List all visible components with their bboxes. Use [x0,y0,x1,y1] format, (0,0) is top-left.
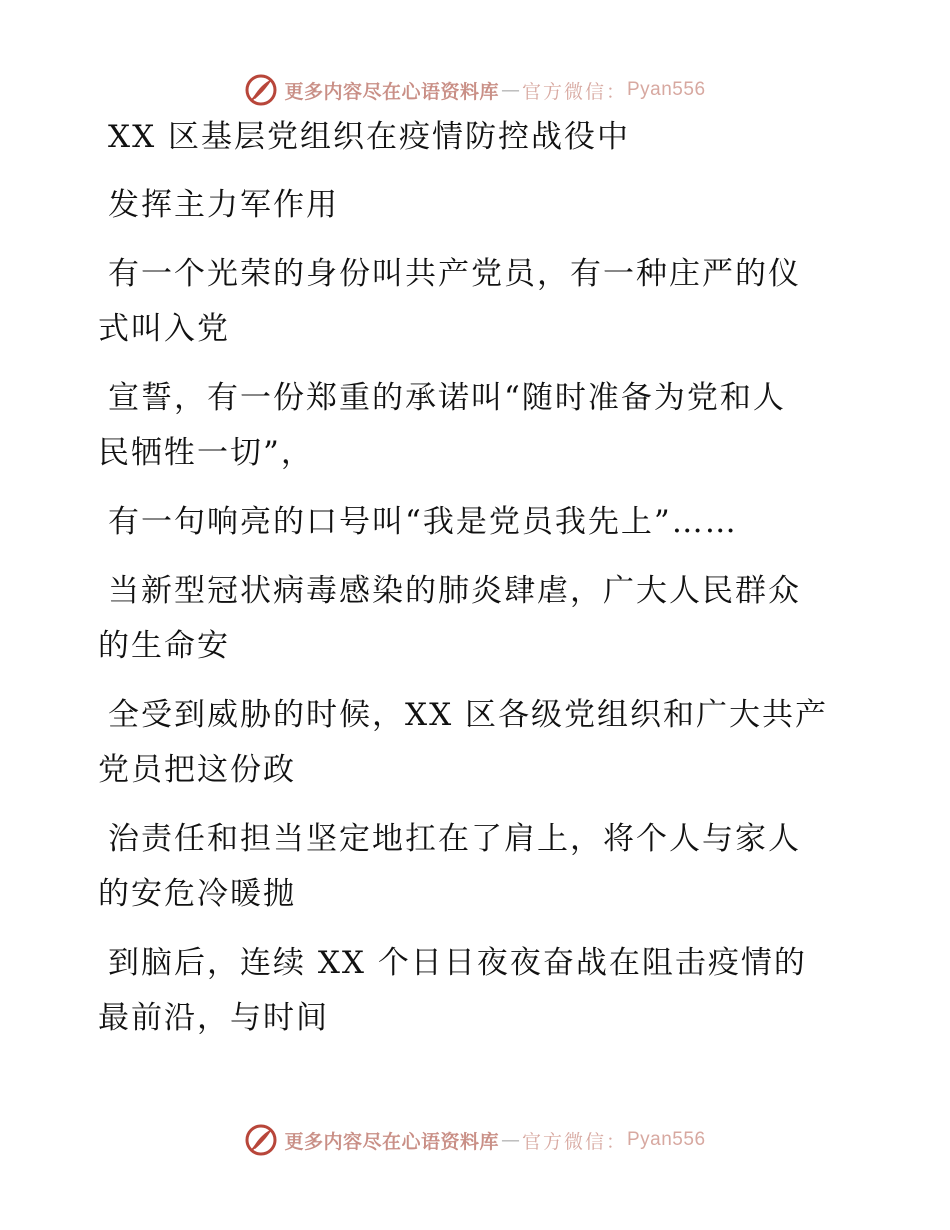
paragraph-5-line-2: 党员把这份政 [98,752,296,788]
paragraph-1-line-1: 有一个光荣的身份叫共产党员，有一种庄严的仪 [108,256,801,292]
paragraph-4-line-1: 当新型冠状病毒感染的肺炎肆虐，广大人民群众 [108,573,801,609]
paragraph-7-line-1: 到脑后，连续 XX 个日日夜夜奋战在阻击疫情的 [108,945,807,981]
banner-dash: — [500,79,520,101]
banner-dash: — [500,1129,520,1151]
paragraph-3-line-1: 有一句响亮的口号叫“我是党员我先上”…… [108,504,738,540]
paragraph-7-line-2: 最前沿，与时间 [98,1000,329,1036]
paragraph-1-line-2: 式叫入党 [98,311,230,347]
paragraph-6-line-2: 的安危冷暖抛 [98,876,296,912]
paragraph-2-line-2: 民牺牲一切”， [98,435,314,471]
title-line-1: XX 区基层党组织在疫情防控战役中 [108,119,630,155]
banner-main-text: 更多内容尽在心语资料库 [284,80,499,103]
feather-quill-icon [244,73,278,107]
banner-main-text: 更多内容尽在心语资料库 [284,1130,499,1153]
banner-wechat-id: Pyan556 [627,79,706,100]
paragraph-2-line-1: 宣誓，有一份郑重的承诺叫“随时准备为党和人 [108,380,786,416]
feather-quill-icon [244,1123,278,1157]
paragraph-6-line-1: 治责任和担当坚定地扛在了肩上，将个人与家人 [108,821,801,857]
paragraph-5-line-1: 全受到威胁的时候，XX 区各级党组织和广大共产 [108,697,828,733]
header-banner [0,70,950,110]
footer-banner [0,1120,950,1160]
banner-wechat-id: Pyan556 [627,1129,706,1150]
document-body [98,120,858,1035]
paragraph-4-line-2: 的生命安 [98,628,230,664]
banner-wechat-label: 官方微信： [521,1130,627,1153]
title-line-2: 发挥主力军作用 [108,187,339,223]
banner-wechat-label: 官方微信： [521,80,627,103]
